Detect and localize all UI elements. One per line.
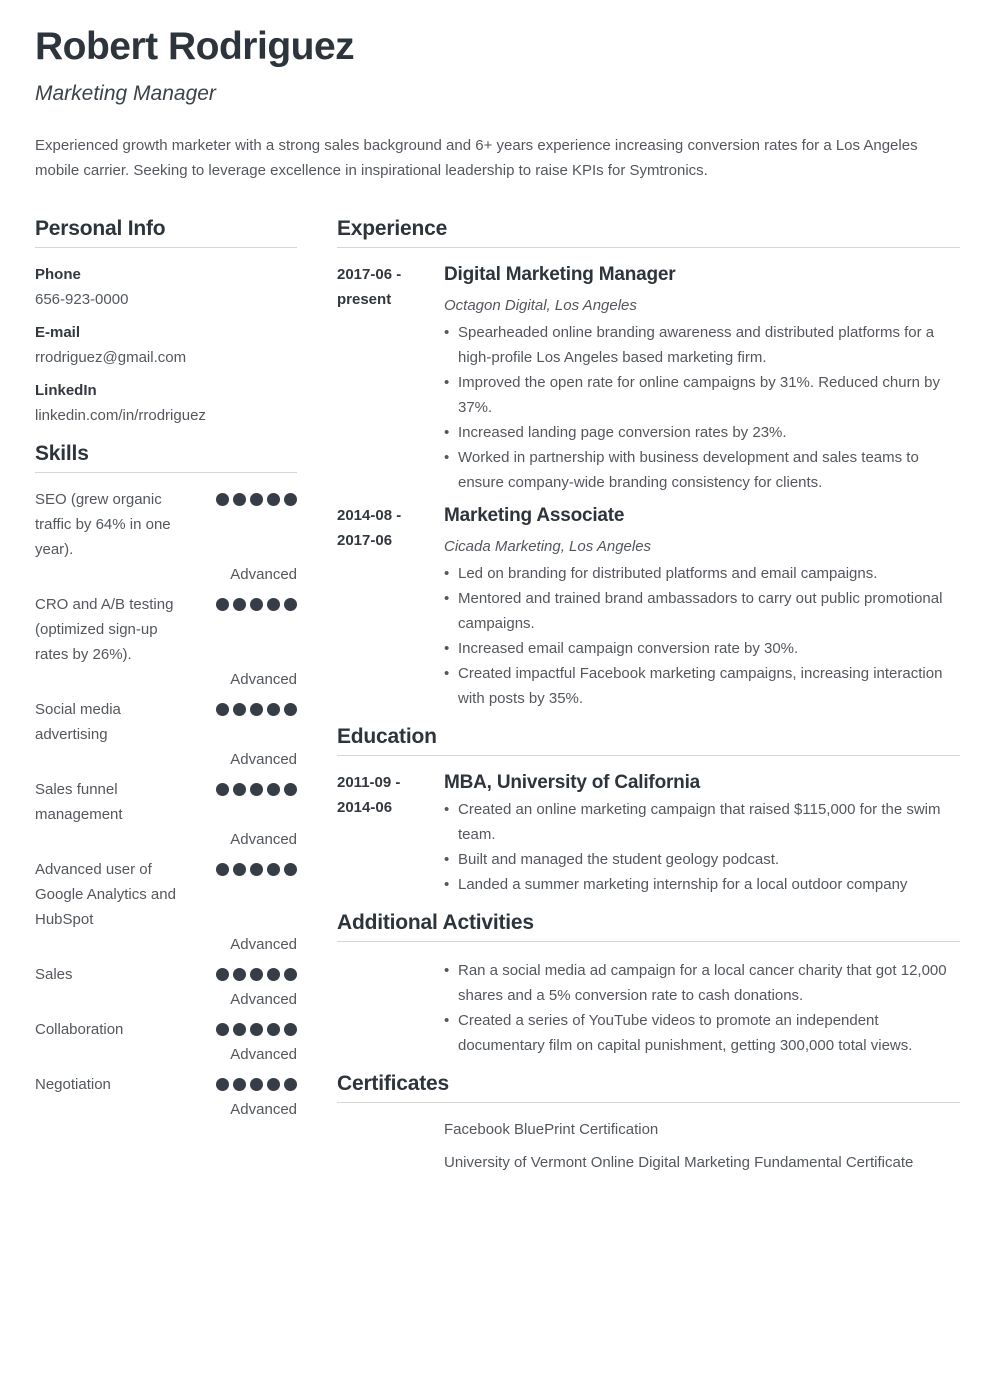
bullet-marker: •: [444, 374, 450, 391]
skill-dot: [284, 863, 297, 876]
experience-entry: [337, 503, 960, 711]
skill-dot: [233, 863, 246, 876]
skill-item: [35, 1017, 297, 1067]
skill-dot: [284, 968, 297, 981]
skill-rating-dots: [216, 962, 297, 987]
bullet-item: [444, 370, 960, 420]
entry-date-from: 2011-09 -: [337, 774, 401, 791]
bullet-text: Built and managed the student geology podcast.: [458, 851, 780, 868]
skill-item: [35, 962, 297, 1012]
skill-row: [35, 1017, 297, 1042]
skill-row: [35, 777, 297, 827]
candidate-job-title: Marketing Manager: [35, 82, 216, 105]
experience-entries: [337, 262, 960, 711]
skill-dot: [284, 1023, 297, 1036]
skill-row: [35, 857, 297, 932]
skill-dot: [216, 703, 229, 716]
certificates-list: [337, 1117, 960, 1175]
entry-date-to: 2017-06: [337, 532, 393, 549]
skill-dot: [216, 598, 229, 611]
skill-name: Social media advertising: [35, 701, 121, 743]
skill-dot: [267, 1078, 280, 1091]
skill-dot: [250, 1078, 263, 1091]
skill-item: [35, 777, 297, 852]
bullet-text: Landed a summer marketing internship for a local outdoor company: [458, 876, 908, 893]
skill-name: Collaboration: [35, 1021, 124, 1038]
personal-info-heading: Personal Info: [35, 217, 297, 248]
skill-level-label: Advanced: [230, 936, 297, 953]
skill-dot: [267, 493, 280, 506]
education-section: [337, 725, 960, 897]
candidate-name: Robert Rodriguez: [35, 25, 355, 68]
entry-body: [444, 503, 960, 711]
skill-dot: [250, 1023, 263, 1036]
skill-dot: [250, 598, 263, 611]
entry-title: Digital Marketing Manager: [444, 264, 676, 285]
skill-name: CRO and A/B testing (optimized sign-up rates by 26%).: [35, 596, 174, 663]
skill-dot: [233, 493, 246, 506]
additional-activities-entries: [337, 956, 960, 1058]
resume-header: [35, 24, 960, 183]
main-content: [337, 217, 960, 1183]
skill-dot: [216, 1078, 229, 1091]
entry-date-range: [337, 262, 444, 495]
bullet-marker: •: [444, 324, 450, 341]
entry-company: Cicada Marketing, Los Angeles: [444, 538, 652, 555]
experience-entry: [337, 262, 960, 495]
certificates-section: [337, 1072, 960, 1175]
skill-dot: [250, 863, 263, 876]
bullet-text: Led on branding for distributed platforms and email campaigns.: [458, 565, 878, 582]
additional-activities-section: [337, 911, 960, 1058]
skill-dot: [233, 783, 246, 796]
bullet-text: Created an online marketing campaign that raised $115,000 for the swim team.: [458, 801, 941, 843]
experience-heading: Experience: [337, 217, 960, 248]
personal-info-item: [35, 320, 297, 370]
skill-level-label: Advanced: [230, 566, 297, 583]
entry-body: [444, 262, 960, 495]
bullet-text: Increased email campaign conversion rate by 30%.: [458, 640, 799, 657]
skill-row: [35, 592, 297, 667]
personal-info-section: [35, 217, 297, 428]
bullet-marker: •: [444, 801, 450, 818]
skill-level-label: Advanced: [230, 671, 297, 688]
entry-date-range: [337, 956, 444, 1058]
skill-dot: [267, 783, 280, 796]
skill-rating-dots: [216, 697, 297, 747]
skill-row: [35, 1072, 297, 1097]
bullet-item: [444, 320, 960, 370]
bullet-text: Worked in partnership with business development and sales teams to ensure company-wide branding consistency for clients.: [458, 449, 919, 491]
skill-level-label: Advanced: [230, 751, 297, 768]
skill-dot: [233, 703, 246, 716]
bullet-marker: •: [444, 424, 450, 441]
additional-activities-heading: Additional Activities: [337, 911, 960, 942]
personal-info-label: Phone: [35, 266, 81, 283]
skill-rating-dots: [216, 777, 297, 827]
skill-dot: [250, 783, 263, 796]
certificate-item: University of Vermont Online Digital Marketing Fundamental Certificate: [444, 1154, 914, 1171]
entry-bullet-list: [444, 320, 960, 495]
bullet-text: Improved the open rate for online campaigns by 31%. Reduced churn by 37%.: [458, 374, 940, 416]
bullet-marker: •: [444, 590, 450, 607]
personal-info-value: rrodriguez@gmail.com: [35, 349, 187, 366]
entry-bullet-list: [444, 958, 960, 1058]
skills-section: [35, 442, 297, 1122]
experience-section: [337, 217, 960, 711]
personal-info-label: LinkedIn: [35, 382, 97, 399]
education-entry: [337, 770, 960, 897]
bullet-marker: •: [444, 665, 450, 682]
personal-info-item: [35, 262, 297, 312]
skills-list: [35, 487, 297, 1122]
skill-rating-dots: [216, 1072, 297, 1097]
skill-dot: [284, 493, 297, 506]
skill-name: Sales funnel management: [35, 781, 123, 823]
bullet-item: [444, 586, 960, 636]
certificates-heading: Certificates: [337, 1072, 960, 1103]
entry-date-range: [337, 503, 444, 711]
skill-dot: [233, 968, 246, 981]
bullet-text: Increased landing page conversion rates by 23%.: [458, 424, 787, 441]
bullet-text: Spearheaded online branding awareness and distributed platforms for a high-profile Los Angeles based marketing firm.: [458, 324, 935, 366]
skill-name: SEO (grew organic traffic by 64% in one year).: [35, 491, 171, 558]
skill-dot: [233, 1023, 246, 1036]
entry-company: Octagon Digital, Los Angeles: [444, 297, 637, 314]
skill-name: Sales: [35, 966, 73, 983]
skill-dot: [250, 968, 263, 981]
skill-item: [35, 1072, 297, 1122]
bullet-marker: •: [444, 962, 450, 979]
activities-entry: [337, 956, 960, 1058]
skill-dot: [216, 493, 229, 506]
skill-item: [35, 697, 297, 772]
bullet-marker: •: [444, 851, 450, 868]
skill-row: [35, 487, 297, 562]
bullet-text: Created impactful Facebook marketing campaigns, increasing interaction with posts by 35%.: [458, 665, 943, 707]
personal-info-list: [35, 262, 297, 428]
bullet-marker: •: [444, 640, 450, 657]
bullet-marker: •: [444, 449, 450, 466]
skill-rating-dots: [216, 592, 297, 667]
skill-item: [35, 857, 297, 957]
bullet-item: [444, 847, 960, 872]
personal-info-label: E-mail: [35, 324, 81, 341]
skill-level-label: Advanced: [230, 1101, 297, 1118]
education-heading: Education: [337, 725, 960, 756]
education-entries: [337, 770, 960, 897]
bullet-item: [444, 958, 960, 1008]
skill-item: [35, 592, 297, 692]
bullet-item: [444, 636, 960, 661]
entry-date-from: 2017-06 -: [337, 266, 402, 283]
skill-rating-dots: [216, 1017, 297, 1042]
skill-level-label: Advanced: [230, 991, 297, 1008]
skill-dot: [250, 493, 263, 506]
skill-dot: [233, 1078, 246, 1091]
bullet-text: Ran a social media ad campaign for a local cancer charity that got 12,000 shares and a 5% conversion rate to cash donations.: [458, 962, 947, 1004]
entry-body: [444, 770, 960, 897]
resume-columns: [35, 217, 960, 1183]
bullet-marker: •: [444, 876, 450, 893]
entry-bullet-list: [444, 561, 960, 711]
skill-dot: [284, 783, 297, 796]
bullet-marker: •: [444, 565, 450, 582]
bullet-item: [444, 872, 960, 897]
bullet-item: [444, 661, 960, 711]
skills-heading: Skills: [35, 442, 297, 473]
skill-dot: [284, 1078, 297, 1091]
bullet-text: Created a series of YouTube videos to promote an independent documentary film on capital punishment, getting 300,000 total views.: [458, 1012, 913, 1054]
skill-dot: [284, 598, 297, 611]
skill-dot: [216, 968, 229, 981]
entry-title: MBA, University of California: [444, 772, 701, 793]
bullet-item: [444, 420, 960, 445]
skill-name: Advanced user of Google Analytics and HubSpot: [35, 861, 176, 928]
skill-dot: [216, 783, 229, 796]
skill-dot: [267, 968, 280, 981]
skill-level-label: Advanced: [230, 831, 297, 848]
skill-dot: [250, 703, 263, 716]
skill-dot: [216, 1023, 229, 1036]
entry-date-range: [337, 770, 444, 897]
entry-body: [444, 956, 960, 1058]
personal-info-value: linkedin.com/in/rrodriguez: [35, 407, 206, 424]
skill-name: Negotiation: [35, 1076, 111, 1093]
skill-dot: [216, 863, 229, 876]
bullet-item: [444, 445, 960, 495]
bullet-item: [444, 1008, 960, 1058]
bullet-item: [444, 561, 960, 586]
bullet-marker: •: [444, 1012, 450, 1029]
skill-dot: [267, 863, 280, 876]
skill-row: [35, 697, 297, 747]
entry-date-from: 2014-08 -: [337, 507, 402, 524]
skill-dot: [284, 703, 297, 716]
entry-title: Marketing Associate: [444, 505, 625, 526]
entry-bullet-list: [444, 797, 960, 897]
skill-row: [35, 962, 297, 987]
bullet-item: [444, 797, 960, 847]
entry-date-to: present: [337, 291, 392, 308]
bullet-text: Mentored and trained brand ambassadors to carry out public promotional campaigns.: [458, 590, 943, 632]
sidebar: [35, 217, 297, 1183]
skill-dot: [267, 703, 280, 716]
skill-rating-dots: [216, 487, 297, 562]
professional-summary: Experienced growth marketer with a strong sales background and 6+ years experience increasing conversion rates for a Los Angeles mobile carrier. Seeking to leverage excellence in inspirational leadership to raise KPIs for Symtronics.: [35, 137, 918, 179]
skill-level-label: Advanced: [230, 1046, 297, 1063]
skill-item: [35, 487, 297, 587]
personal-info-item: [35, 378, 297, 428]
personal-info-value: 656-923-0000: [35, 291, 129, 308]
entry-date-to: 2014-06: [337, 799, 393, 816]
skill-dot: [267, 1023, 280, 1036]
skill-rating-dots: [216, 857, 297, 932]
certificate-item: Facebook BluePrint Certification: [444, 1121, 659, 1138]
skill-dot: [267, 598, 280, 611]
skill-dot: [233, 598, 246, 611]
